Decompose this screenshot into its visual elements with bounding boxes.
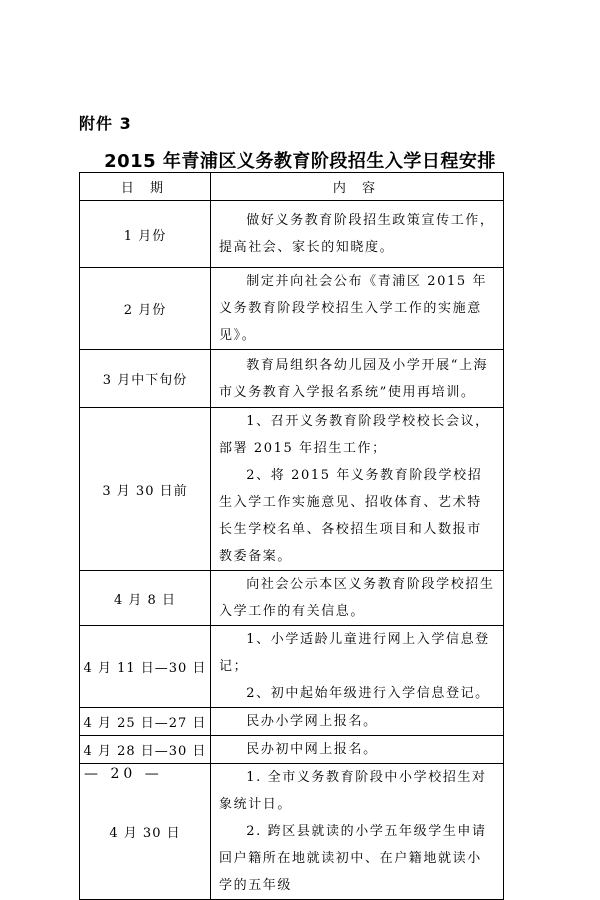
content-paragraph: 2. 跨区县就读的小学五年级学生申请回户籍所在地就读初中、在户籍地就读小学的五年级 xyxy=(219,824,487,893)
table-row xyxy=(80,268,504,350)
content-cell xyxy=(211,736,504,764)
table-row xyxy=(80,350,504,408)
content-paragraph: 向社会公示本区义务教育阶段学校招生入学工作的有关信息。 xyxy=(219,577,495,619)
table-header-row xyxy=(80,173,504,201)
content-cell xyxy=(211,764,504,900)
page-number: — 20 — xyxy=(84,766,163,782)
attachment-label: 附件 3 xyxy=(79,114,132,133)
header-content: 内 容 xyxy=(211,173,504,201)
table-row xyxy=(80,736,504,764)
table-row xyxy=(80,571,504,626)
date-cell: 3 月 30 日前 xyxy=(80,408,211,571)
date-cell: 4 月 11 日—30 日 xyxy=(80,626,211,708)
content-cell xyxy=(211,268,504,350)
schedule-table xyxy=(79,172,504,900)
content-cell xyxy=(211,571,504,626)
date-cell: 2 月份 xyxy=(80,268,211,350)
content-cell xyxy=(211,626,504,708)
content-cell xyxy=(211,201,504,268)
table-row xyxy=(80,626,504,708)
table-row xyxy=(80,201,504,268)
date-cell: 4 月 8 日 xyxy=(80,571,211,626)
content-paragraph: 2、将 2015 年义务教育阶段学校招生入学工作实施意见、招收体育、艺术特长生学校名单、各校招生项目和人数报市教委备案。 xyxy=(219,468,483,564)
date-cell: 4 月 30 日 xyxy=(80,764,211,900)
date-cell: 4 月 28 日—30 日 xyxy=(80,736,211,764)
content-paragraph: 1. 全市义务教育阶段中小学校招生对象统计日。 xyxy=(219,770,487,812)
content-cell xyxy=(211,350,504,408)
content-paragraph: 2、初中起始年级进行入学信息登记。 xyxy=(246,686,490,701)
content-paragraph: 制定并向社会公布《青浦区 2015 年义务教育阶段学校招生入学工作的实施意见》。 xyxy=(219,274,488,343)
header-date: 日 期 xyxy=(80,173,211,201)
content-cell xyxy=(211,408,504,571)
content-paragraph: 民办小学网上报名。 xyxy=(246,714,378,729)
table-row xyxy=(80,408,504,571)
date-cell: 1 月份 xyxy=(80,201,211,268)
table-row xyxy=(80,764,504,900)
content-paragraph: 1、小学适龄儿童进行网上入学信息登记； xyxy=(219,632,490,674)
table-row xyxy=(80,708,504,736)
date-cell: 4 月 25 日—27 日 xyxy=(80,708,211,736)
content-paragraph: 民办初中网上报名。 xyxy=(246,742,378,757)
content-cell xyxy=(211,708,504,736)
document-title: 2015 年青浦区义务教育阶段招生入学日程安排 xyxy=(104,151,496,172)
date-cell: 3 月中下旬份 xyxy=(80,350,211,408)
content-paragraph: 1、召开义务教育阶段学校校长会议，部署 2015 年招生工作； xyxy=(219,414,490,456)
content-paragraph: 教育局组织各幼儿园及小学开展“上海市义务教育入学报名系统”使用再培训。 xyxy=(219,357,489,400)
content-paragraph: 做好义务教育阶段招生政策宣传工作，提高社会、家长的知晓度。 xyxy=(219,213,495,255)
